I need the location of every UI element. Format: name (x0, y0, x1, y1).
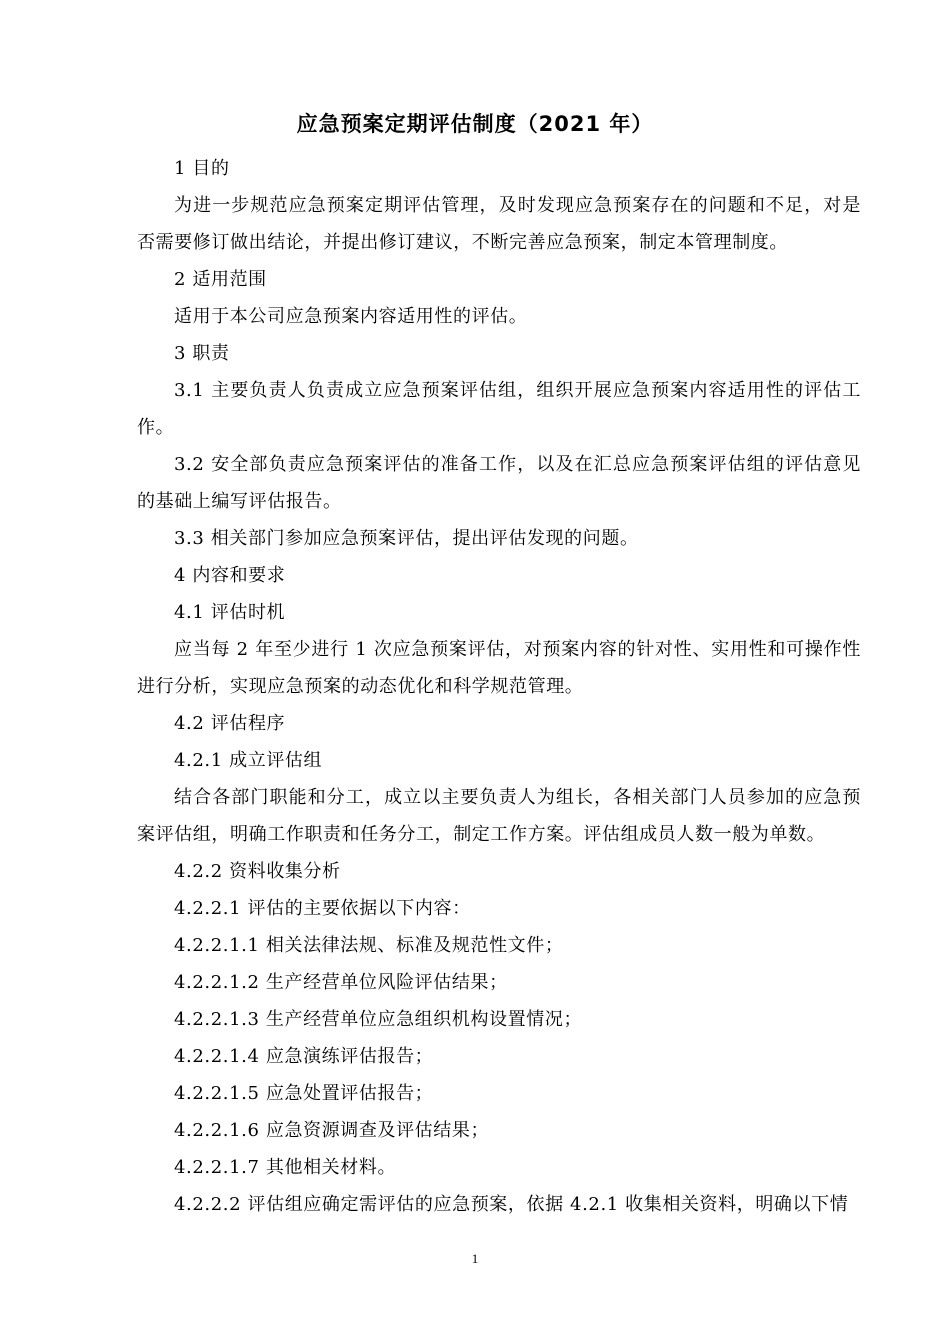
paragraph: 4.2.2.1.2 生产经营单位风险评估结果； (174, 972, 508, 993)
paragraph: 4.2 评估程序 (174, 713, 286, 734)
paragraph: 适用于本公司应急预案内容适用性的评估。 (174, 306, 528, 327)
paragraph: 4.2.2.1.3 生产经营单位应急组织机构设置情况； (174, 1009, 583, 1030)
paragraph: 应当每 2 年至少进行 1 次应急预案评估，对预案内容的针对性、实用性和可操作性进行分析，实现应急预案的动态优化和科学规范管理。 (137, 639, 861, 697)
paragraph: 4.2.2.1.1 相关法律法规、标准及规范性文件； (174, 935, 564, 956)
paragraph: 4.2.1 成立评估组 (174, 750, 323, 771)
paragraph: 4.2.2.1.7 其他相关材料。 (174, 1157, 397, 1178)
paragraph: 4.2.2.2 评估组应确定需评估的应急预案，依据 4.2.1 收集相关资料，明确以下情 (174, 1194, 849, 1215)
paragraph: 3.1 主要负责人负责成立应急预案评估组，组织开展应急预案内容适用性的评估工作。 (137, 380, 861, 438)
paragraph: 1 目的 (174, 158, 230, 179)
paragraph: 结合各部门职能和分工，成立以主要负责人为组长，各相关部门人员参加的应急预案评估组，明确工作职责和任务分工，制定工作方案。评估组成员人数一般为单数。 (137, 787, 861, 845)
document-title: 应急预案定期评估制度（2021 年） (296, 112, 654, 136)
paragraph: 3.3 相关部门参加应急预案评估，提出评估发现的问题。 (174, 528, 639, 549)
document-body (137, 150, 861, 1223)
paragraph: 2 适用范围 (174, 269, 267, 290)
paragraph: 4.2.2.1.6 应急资源调查及评估结果； (174, 1120, 490, 1141)
paragraph: 3.2 安全部负责应急预案评估的准备工作，以及在汇总应急预案评估组的评估意见的基础上编写评估报告。 (137, 454, 861, 512)
paragraph: 为进一步规范应急预案定期评估管理，及时发现应急预案存在的问题和不足，对是否需要修订做出结论，并提出修订建议，不断完善应急预案，制定本管理制度。 (137, 195, 861, 253)
paragraph: 4.2.2 资料收集分析 (174, 861, 341, 882)
paragraph: 4.1 评估时机 (174, 602, 286, 623)
paragraph: 3 职责 (174, 343, 230, 364)
paragraph: 4.2.2.1.5 应急处置评估报告； (174, 1083, 434, 1104)
paragraph: 4.2.2.1 评估的主要依据以下内容： (174, 898, 471, 919)
paragraph: 4.2.2.1.4 应急演练评估报告； (174, 1046, 434, 1067)
paragraph: 4 内容和要求 (174, 565, 286, 586)
page-number: 1 (471, 1251, 479, 1266)
